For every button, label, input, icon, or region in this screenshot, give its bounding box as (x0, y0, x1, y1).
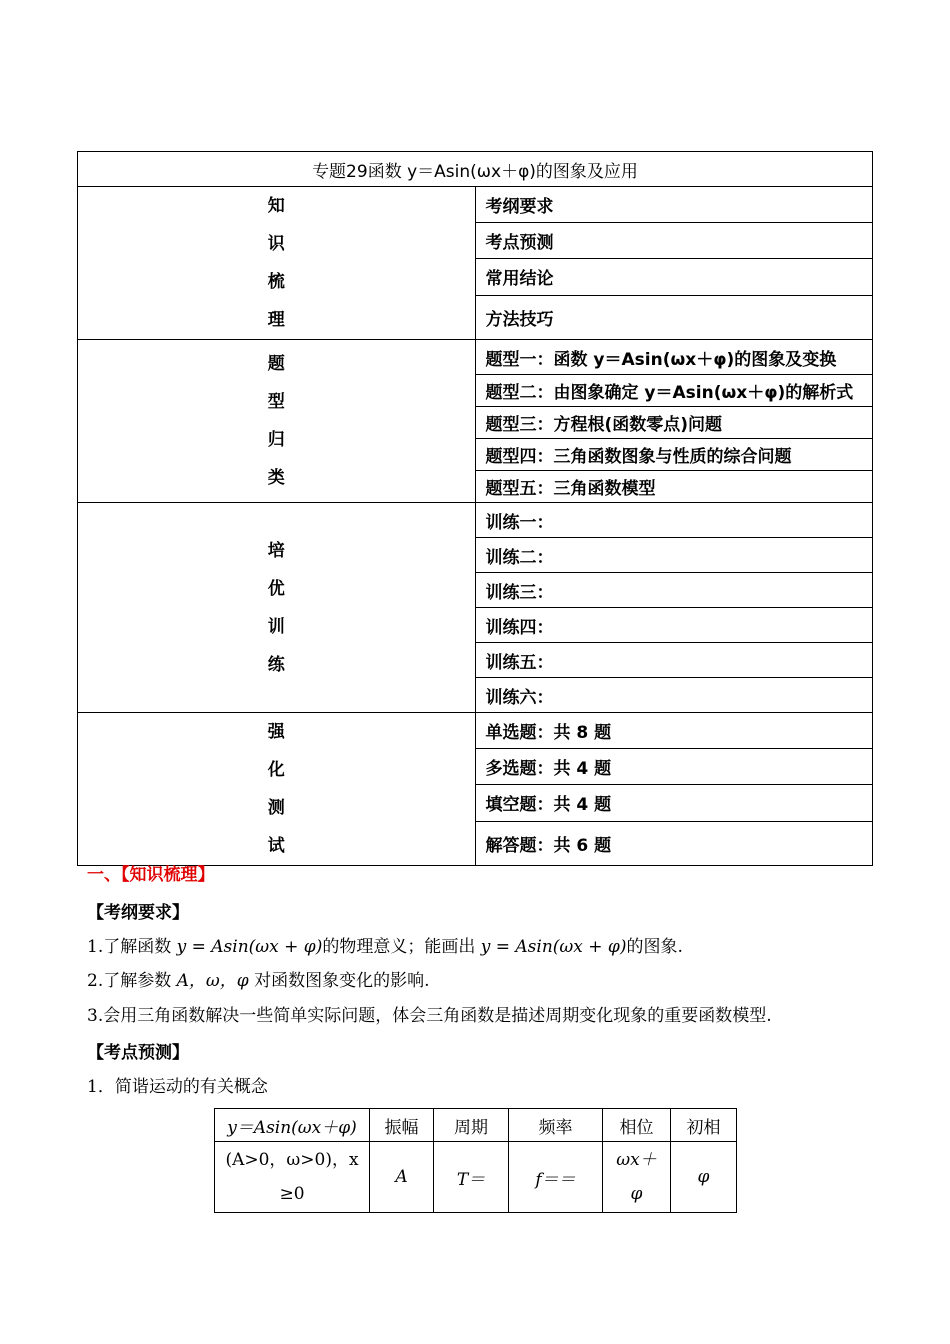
toc-item[interactable]: 训练一： (475, 503, 873, 538)
toc-item[interactable]: 填空题：共 4 题 (475, 785, 873, 821)
initial-phase-value: φ (671, 1142, 737, 1213)
function-header: y＝Asin(ωx＋φ) (215, 1109, 370, 1142)
category-knowledge: 知 识 梳 理 (78, 187, 476, 340)
toc-item[interactable]: 训练五： (475, 643, 873, 678)
toc-item[interactable]: 题型五：三角函数模型 (475, 471, 873, 503)
section-heading: 一、【知识梳理】 (87, 865, 215, 885)
toc-item[interactable]: 题型一：函数 y＝Asin(ωx＋φ)的图象及变换 (475, 340, 873, 375)
amplitude-value: A (370, 1142, 434, 1213)
frequency-value: f＝＝ (509, 1142, 603, 1213)
contents-table (77, 151, 873, 866)
toc-item[interactable]: 题型三：方程根(函数零点)问题 (475, 407, 873, 439)
category-question-types: 题 型 归 类 (78, 340, 476, 503)
toc-item[interactable]: 训练六： (475, 678, 873, 713)
period-value: T＝ (434, 1142, 509, 1213)
toc-item[interactable]: 解答题：共 6 题 (475, 821, 873, 865)
toc-item[interactable]: 多选题：共 4 题 (475, 749, 873, 785)
point-1: 1．简谐运动的有关概念 (87, 1077, 268, 1097)
period-header: 周期 (434, 1109, 509, 1142)
amplitude-header: 振幅 (370, 1109, 434, 1142)
toc-item[interactable]: 考纲要求 (475, 187, 873, 223)
toc-item[interactable]: 训练二： (475, 538, 873, 573)
toc-item[interactable]: 训练三： (475, 573, 873, 608)
subheading-exam-requirements: 【考纲要求】 (87, 903, 189, 923)
toc-item[interactable]: 题型二：由图象确定 y＝Asin(ωx＋φ)的解析式 (475, 375, 873, 407)
phase-value: ωx＋ φ (603, 1142, 671, 1213)
toc-item[interactable]: 题型四：三角函数图象与性质的综合问题 (475, 439, 873, 471)
toc-item[interactable]: 考点预测 (475, 223, 873, 259)
toc-item[interactable]: 方法技巧 (475, 295, 873, 339)
toc-item[interactable]: 训练四： (475, 608, 873, 643)
category-tests: 强 化 测 试 (78, 713, 476, 866)
subheading-key-points: 【考点预测】 (87, 1043, 189, 1063)
requirement-3: 3.会用三角函数解决一些简单实际问题，体会三角函数是描述周期变化现象的重要函数模型. (87, 1006, 772, 1026)
harmonic-motion-table (214, 1108, 737, 1213)
phase-header: 相位 (603, 1109, 671, 1142)
condition-cell: (A>0，ω>0)，x ≥0 (215, 1142, 370, 1213)
toc-item[interactable]: 常用结论 (475, 259, 873, 295)
category-training: 培 优 训 练 (78, 503, 476, 713)
toc-item[interactable]: 单选题：共 8 题 (475, 713, 873, 749)
requirement-2: 2.了解参数 A，ω，φ 对函数图象变化的影响. (87, 971, 430, 991)
initial-phase-header: 初相 (671, 1109, 737, 1142)
topic-title: 专题29函数 y＝Asin(ωx＋φ)的图象及应用 (78, 152, 873, 187)
frequency-header: 频率 (509, 1109, 603, 1142)
requirement-1: 1.了解函数 y = Asin(ωx + φ)的物理意义；能画出 y = Asin(ωx + φ)的图象. (87, 937, 683, 957)
